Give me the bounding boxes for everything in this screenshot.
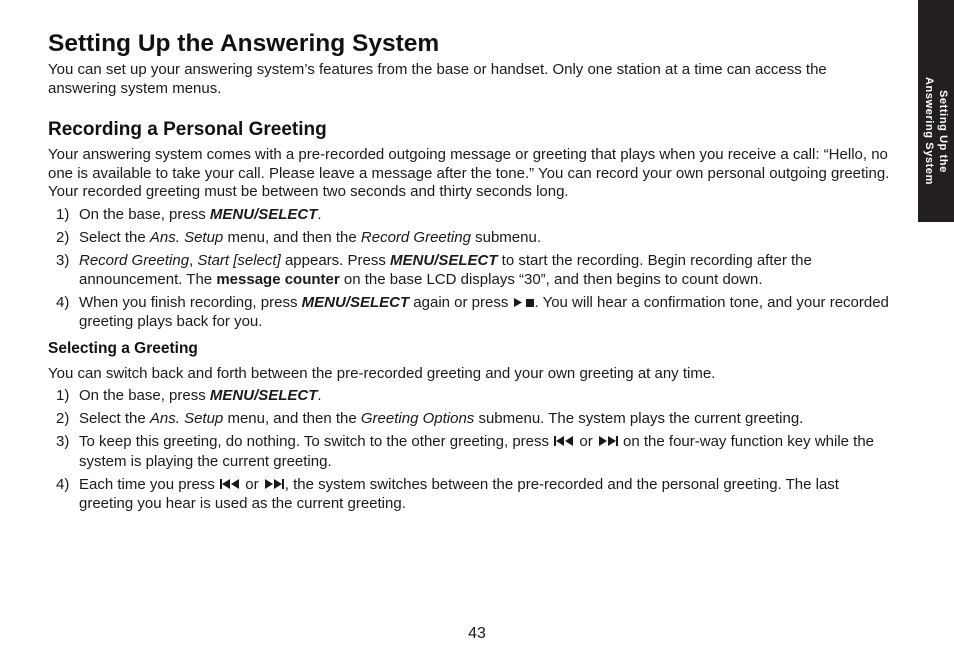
menu-name: Ans. Setup [149,410,224,427]
step-number: 4) [56,293,70,311]
step-number: 2) [56,229,70,246]
list-item [56,252,896,289]
step-number: 3) [56,433,70,450]
step-number: 4) [56,475,70,493]
step-text: . [317,206,322,223]
recording-heading: Recording a Personal Greeting [48,119,327,140]
step-text: submenu. The system plays the current greeting. [474,410,804,427]
recording-steps [56,206,896,336]
key-name: MENU/SELECT [209,387,318,404]
submenu-name: Greeting Options [360,410,475,427]
recording-description: Your answering system comes with a pre-recorded outgoing message or greeting that plays when you receive a call: “Hello, no one is available to take your call. Please leave a message after the tone.” You can record your own personal outgoing greeting. Your recorded greeting must be between two seconds and thirty seconds long. [48,146,890,200]
step-text: . You will hear a confirmation tone, and your recorded greeting plays back for you. [79,293,889,330]
step-text: menu, and then the [223,410,361,427]
list-item [56,387,896,406]
play-stop-icon [513,295,535,314]
step-text: Select the [79,229,150,246]
list-item [56,206,896,225]
step-number: 2) [56,410,70,427]
message-counter-term: message counter [216,270,340,288]
selecting-description: You can switch back and forth between the pre-recorded greeting and your own greeting at any time. [48,365,716,382]
section-tab-line-1: Setting Up the [937,89,949,173]
section-tab-label [918,0,954,222]
list-item [56,229,896,248]
key-name: MENU/SELECT [209,206,318,223]
screen-text: Record Greeting [79,252,190,269]
step-text: appears. Press [280,252,390,269]
step-text: to start the recording. Begin recording after the announcement. The [79,252,812,288]
step-text: on the base LCD displays “30”, and then begins to count down. [339,270,763,288]
step-text: or [575,433,597,450]
step-text: . [317,387,322,404]
selecting-heading: Selecting a Greeting [48,340,198,357]
key-name: MENU/SELECT [390,252,498,269]
screen-text: Start [select] [197,252,281,269]
step-text: On the base, press [79,206,210,223]
step-text: again or press [409,293,513,311]
page-title: Setting Up the Answering System [48,30,440,57]
step-text: To keep this greeting, do nothing. To switch to the other greeting, press [79,433,554,450]
step-text: Select the [79,410,150,427]
step-text: submenu. [470,229,541,246]
step-text: Each time you press [79,475,220,493]
key-name: MENU/SELECT [301,293,410,311]
step-text: on the four-way function key while the system is playing the current greeting. [79,433,875,470]
step-number: 3) [56,252,70,269]
selecting-steps [56,387,896,518]
step-text: When you finish recording, press [79,293,302,311]
step-text: , the system switches between the pre-recorded and the personal greeting. The last greeting you hear is used as the current greeting. [79,475,839,512]
skip-forward-icon [597,434,619,453]
step-text: or [241,475,263,493]
step-text: menu, and then the [223,229,361,246]
skip-back-icon [219,477,241,496]
skip-back-icon [553,434,575,453]
page-number: 43 [468,625,486,642]
step-text: On the base, press [79,387,210,404]
list-item [56,410,896,429]
step-text: , [189,252,198,269]
submenu-name: Record Greeting [360,229,471,246]
list-item [56,433,896,471]
menu-name: Ans. Setup [149,229,224,246]
step-number: 1) [56,206,70,223]
list-item [56,476,896,514]
section-tab [918,0,954,222]
step-number: 1) [56,387,70,404]
skip-forward-icon [263,477,285,496]
section-tab-line-2: Answering System [923,76,935,186]
list-item [56,294,896,332]
intro-paragraph: You can set up your answering system’s features from the base or handset. Only one station at a time can access the answering system menus. [48,61,827,97]
